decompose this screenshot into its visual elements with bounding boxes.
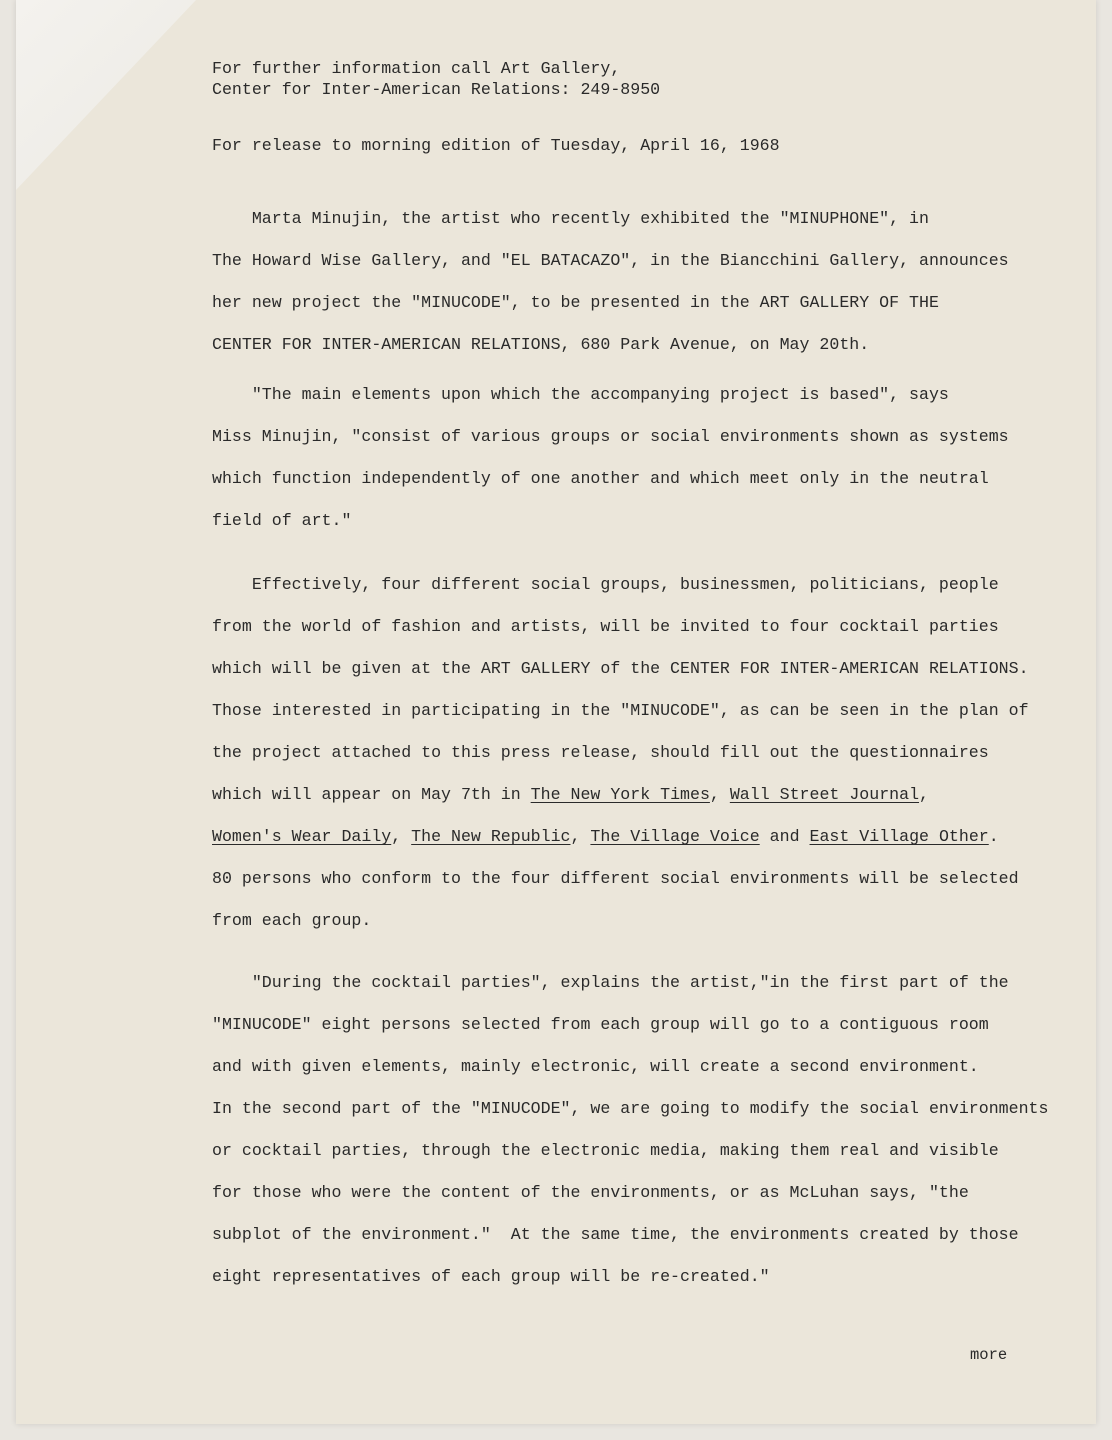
text-line: eight representatives of each group will be re-created." [212,1267,770,1286]
separator: , [570,827,591,846]
text-line: which function independently of one another and which meet only in the neutral [212,469,989,488]
continuation-marker: more [970,1346,1008,1364]
publication-tvv: The Village Voice [590,827,760,846]
conjunction: and [759,827,810,846]
text-line: 80 persons who conform to the four different social environments will be selected [212,869,1019,888]
text-span: which will appear on May 7th in [212,785,531,804]
text-line: field of art." [212,511,352,530]
paragraph-2 [212,374,1072,542]
text-line: or cocktail parties, through the electronic media, making them real and visible [212,1141,999,1160]
publication-wsj: Wall Street Journal [729,785,920,804]
text-line: Those interested in participating in the "MINUCODE", as can be seen in the plan of [212,701,1029,720]
text-line: The Howard Wise Gallery, and "EL BATACAZO", in the Biancchini Gallery, announces [212,251,1009,270]
text-line: "The main elements upon which the accompanying project is based", says [212,385,949,404]
text-line: Miss Minujin, "consist of various groups or social environments shown as systems [212,427,1009,446]
press-release-text [212,58,1072,1298]
contact-line: For further information call Art Gallery, [212,59,621,78]
text-line: from the world of fashion and artists, will be invited to four cocktail parties [212,617,999,636]
publication-nyt: The New York Times [530,785,710,804]
separator: , [391,827,412,846]
paragraph-3 [212,564,1072,942]
text-line: "MINUCODE" eight persons selected from each group will go to a contiguous room [212,1015,989,1034]
text-line: Marta Minujin, the artist who recently exhibited the "MINUPHONE", in [212,209,929,228]
text-line: CENTER FOR INTER-AMERICAN RELATIONS, 680 Park Avenue, on May 20th. [212,335,870,354]
text-line: In the second part of the "MINUCODE", we are going to modify the social environments [212,1099,1049,1118]
publication-wwd: Women's Wear Daily [212,827,392,846]
text-line-publications [212,774,1072,816]
period: . [988,827,999,846]
paragraph-1 [212,198,1072,366]
folded-corner [16,0,196,190]
separator: , [919,785,929,804]
separator: , [709,785,730,804]
text-line: from each group. [212,911,372,930]
text-line-publications-2 [212,816,1072,858]
contact-phone-line: Center for Inter-American Relations: 249-8950 [212,80,661,99]
text-line: the project attached to this press release, should fill out the questionnaires [212,743,989,762]
text-line: subplot of the environment." At the same time, the environments created by those [212,1225,1019,1244]
publication-tnr: The New Republic [411,827,571,846]
paragraph-4 [212,962,1072,1298]
text-line: her new project the "MINUCODE", to be presented in the ART GALLERY OF THE [212,293,939,312]
text-line: Effectively, four different social groups, businessmen, politicians, people [212,575,999,594]
release-date-line: For release to morning edition of Tuesday, April 16, 1968 [212,136,780,155]
publication-evo: East Village Other [809,827,989,846]
text-line: and with given elements, mainly electronic, will create a second environment. [212,1057,979,1076]
text-line: "During the cocktail parties", explains the artist,"in the first part of the [212,973,1009,992]
text-line: which will be given at the ART GALLERY of the CENTER FOR INTER-AMERICAN RELATIONS. [212,659,1029,678]
text-line: for those who were the content of the environments, or as McLuhan says, "the [212,1183,969,1202]
